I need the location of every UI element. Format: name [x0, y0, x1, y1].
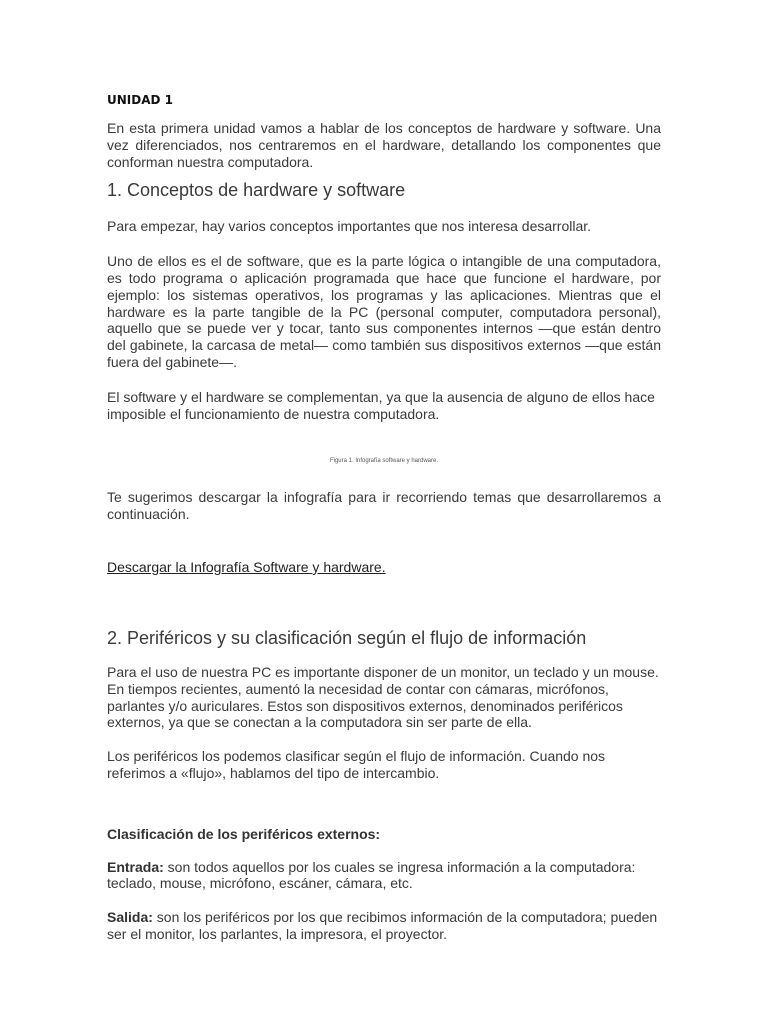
section2-paragraph-2: Los periféricos los podemos clasificar según el flujo de información. Cuando nos referimos a «flujo», hablamos del tipo de intercambio.: [107, 748, 606, 781]
download-link-row: [107, 559, 661, 577]
input-peripherals-paragraph: [107, 859, 661, 893]
section1-heading: 1. Conceptos de hardware y software: [107, 180, 406, 201]
section1-paragraph-2: Uno de ellos es el de software, que es la parte lógica o intangible de una computadora, es todo programa o aplicación programada que hace que funcione el hardware, por ejemplo: los sistemas operativos, los programas y las aplicaciones. Mientras que el hardware es la parte tangible de la PC (personal computer, computadora personal), aquello que se puede ver y tocar, tanto sus componentes internos —que están dentro del gabinete, la carcasa de metal— como también sus dispositivos externos —que están fuera del gabinete—.: [107, 253, 661, 370]
input-text: son todos aquellos por los cuales se ingresa información a la computadora: teclado, mouse, micrófono, escáner, cámara, etc.: [107, 858, 636, 892]
output-label: Salida:: [107, 909, 153, 926]
section1-paragraph-1: Para empezar, hay varios conceptos importantes que nos interesa desarrollar.: [107, 218, 592, 235]
section2-paragraph-1: Para el uso de nuestra PC es importante disponer de un monitor, un teclado y un mouse. En tiempos recientes, aumentó la necesidad de contar con cámaras, micrófonos, parlantes y/o auriculares. Estos son dispositivos externos, denominados periféricos externos, ya que se conectan a la computadora sin ser parte de ella.: [107, 663, 659, 731]
output-text: son los periféricos por los que recibimos información de la computadora; pueden ser el monitor, los parlantes, la impresora, el proyector.: [107, 909, 658, 942]
document-page: [107, 92, 661, 943]
section1-paragraph-3: El software y el hardware se complementan, ya que la ausencia de alguno de ellos hace imposible el funcionamiento de nuestra computadora.: [107, 388, 655, 422]
classification-heading: Clasificación de los periféricos externos:: [107, 825, 381, 842]
input-label: Entrada:: [107, 858, 164, 875]
figure-caption: Figura 1. Infografía software y hardware.: [329, 458, 439, 465]
intro-paragraph: En esta primera unidad vamos a hablar de los conceptos de hardware y software. Una vez diferenciados, nos centraremos en el hardware, detallando los componentes que conforman nuestra computadora.: [107, 120, 661, 170]
download-infographic-link[interactable]: Descargar la Infografía Software y hardware.: [107, 558, 386, 575]
section1-paragraph-4: Te sugerimos descargar la infografía para ir recorriendo temas que desarrollaremos a continuación.: [107, 489, 661, 523]
output-peripherals-paragraph: [107, 909, 661, 943]
section2-heading: 2. Periféricos y su clasificación según el flujo de información: [107, 627, 587, 648]
unit-title: UNIDAD 1: [107, 93, 173, 107]
